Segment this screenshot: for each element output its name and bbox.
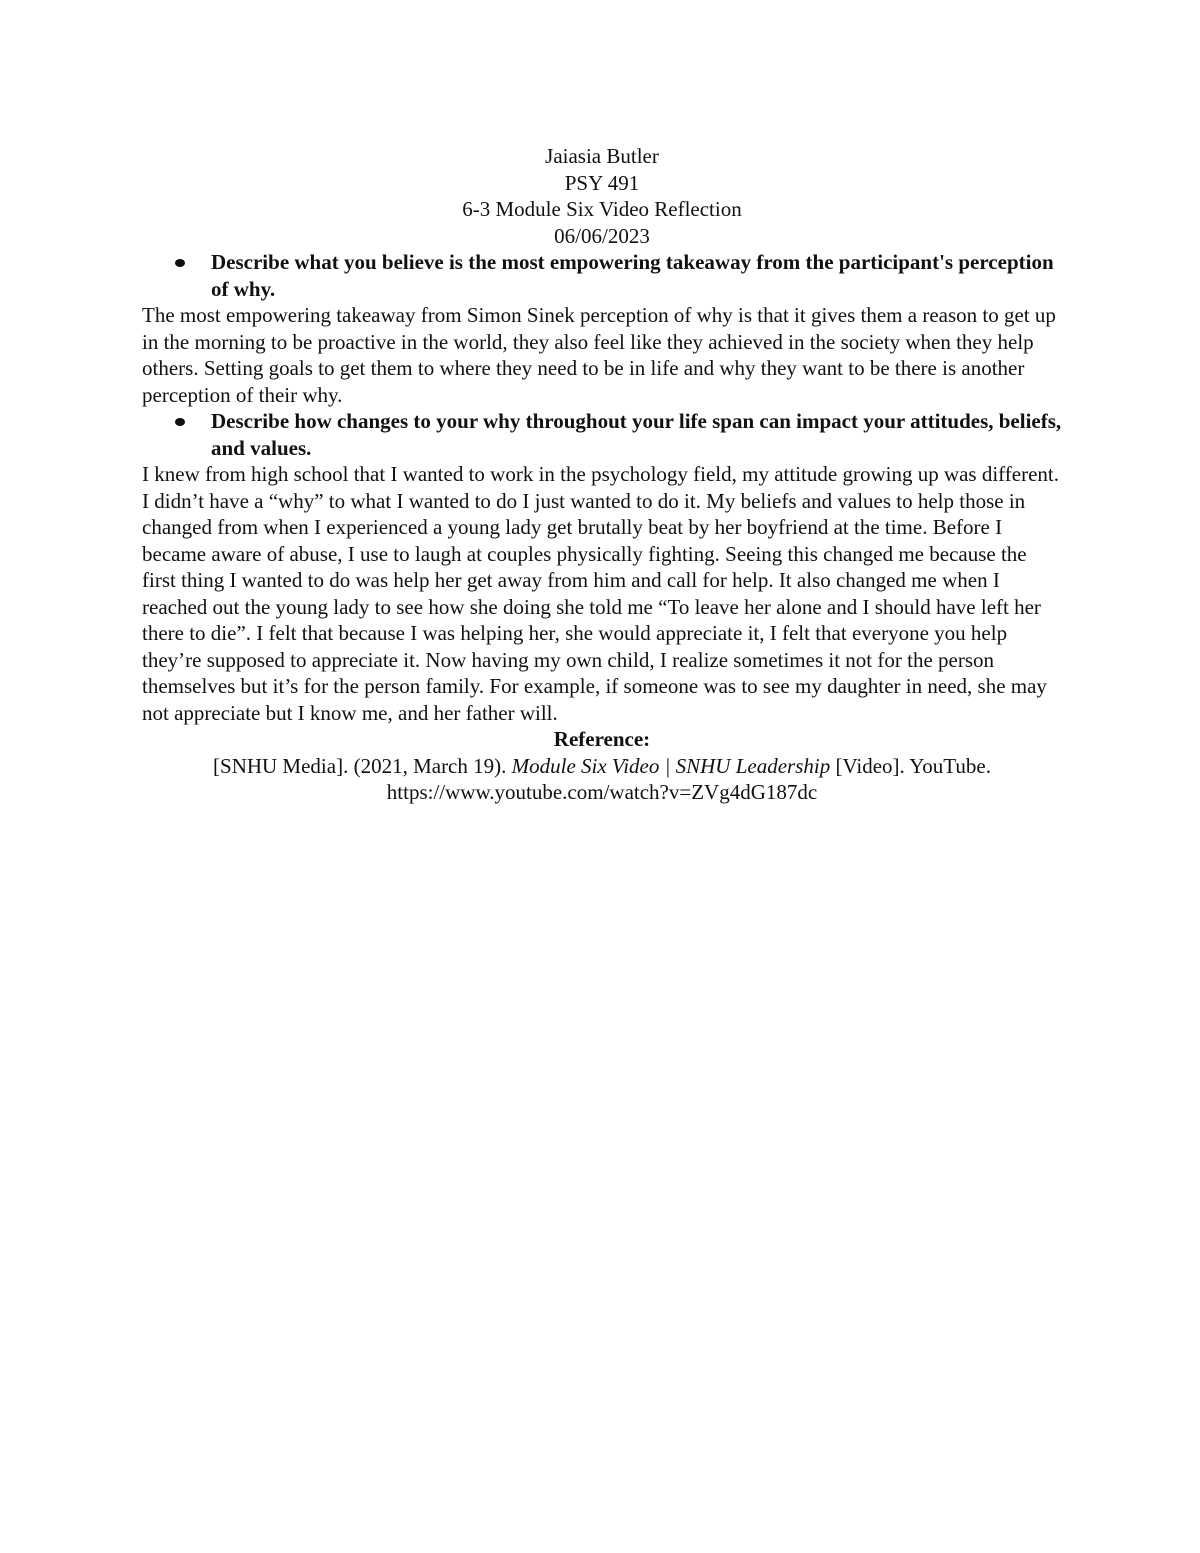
reference-heading: Reference: xyxy=(553,727,651,751)
assignment-title: 6-3 Module Six Video Reflection xyxy=(462,197,742,221)
document-page xyxy=(142,143,1062,806)
reference-author-date: [SNHU Media]. (2021, March 19). xyxy=(213,753,507,778)
question-2-text: Describe how changes to your why throughout your life span can impact your attitudes, beliefs, and values. xyxy=(211,409,1062,460)
bullet-icon xyxy=(175,418,185,426)
course-code: PSY 491 xyxy=(564,170,640,195)
reference-medium: [Video]. YouTube. xyxy=(835,753,991,778)
reference-url[interactable]: https://www.youtube.com/watch?v=ZVg4dG187dc xyxy=(386,780,818,804)
reference-citation xyxy=(142,753,1062,806)
author-name: Jaiasia Butler xyxy=(545,144,659,168)
answer-1: The most empowering takeaway from Simon Sinek perception of why is that it gives them a reason to get up in the morning to be proactive in the world, they also feel like they achieved in the society when they help others. Setting goals to get them to where they need to be in life and why they want to be there is another perception of their why. xyxy=(142,303,1056,407)
answer-2: I knew from high school that I wanted to work in the psychology field, my attitude growing up was different. I didn’t have a “why” to what I wanted to do I just wanted to do it. My beliefs and values to help those in changed from when I experienced a young lady get brutally beat by her boyfriend at the time. Before I became aware of abuse, I use to laugh at couples physically fighting. Seeing this changed me because the first thing I wanted to do was help her get away from him and call for help. It also changed me when I reached out the young lady to see how she doing she told me “To leave her alone and I should have left her there to die”. I felt that because I was helping her, she would appreciate it, I felt that everyone you help they’re supposed to appreciate it. Now having my own child, I realize sometimes it not for the person themselves but it’s for the person family. For example, if someone was to see my daughter in need, she may not appreciate but I know me, and her father will. xyxy=(142,462,1060,725)
document-date: 06/06/2023 xyxy=(554,223,650,248)
question-1-text: Describe what you believe is the most empowering takeaway from the participant's perception of why. xyxy=(211,250,1054,301)
reference-title: Module Six Video | SNHU Leadership xyxy=(511,753,831,778)
document-header xyxy=(142,143,1062,249)
question-2 xyxy=(142,408,1062,461)
bullet-icon xyxy=(175,259,185,267)
question-1 xyxy=(142,249,1062,302)
